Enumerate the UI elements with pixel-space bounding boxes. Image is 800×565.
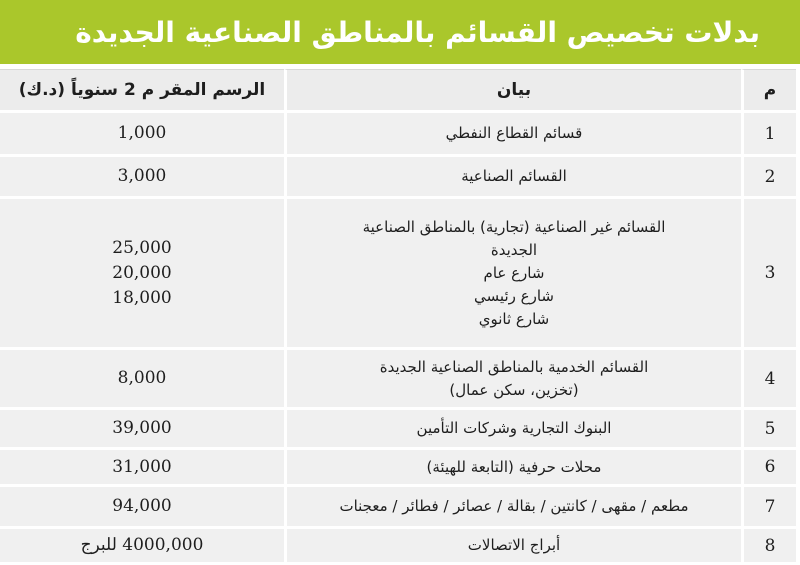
fee-value: 8,000: [117, 368, 167, 388]
table-row: [0, 450, 796, 487]
fee-value: 94,000: [112, 496, 172, 516]
table-row: [0, 350, 796, 410]
table-row: [0, 113, 796, 157]
row-num: 8: [741, 529, 796, 565]
row-num: 2: [741, 157, 796, 199]
description-line: الجديدة: [490, 240, 538, 259]
header-num: م: [741, 69, 796, 113]
fees-table: [0, 69, 796, 565]
header-description: بيان: [284, 69, 741, 113]
table-row: [0, 199, 796, 350]
description-line: شارع ثانوي: [478, 309, 550, 328]
row-num: 5: [741, 410, 796, 450]
row-fee: [0, 450, 284, 487]
row-fee: [0, 487, 284, 529]
table-row: [0, 529, 796, 565]
row-fee: [0, 113, 284, 157]
row-description: [284, 487, 741, 529]
row-num: 7: [741, 487, 796, 529]
table-header-row: [0, 69, 796, 113]
row-description: [284, 157, 741, 199]
description-line: البنوك التجارية وشركات التأمين: [416, 419, 612, 437]
row-description: [284, 410, 741, 450]
fee-value: 20,000: [112, 262, 172, 283]
description-line: القسائم الخدمية بالمناطق الصناعية الجديدة: [379, 357, 649, 376]
table-row: [0, 410, 796, 450]
row-num: 1: [741, 113, 796, 157]
page-title: بدلات تخصيص القسائم بالمناطق الصناعية الجديدة: [0, 0, 800, 64]
description-line: القسائم الصناعية: [461, 167, 567, 185]
fee-value: 3,000: [117, 166, 167, 186]
row-num: 6: [741, 450, 796, 487]
fee-value: 39,000: [112, 418, 172, 438]
fee-value: 25,000: [112, 237, 172, 258]
row-num: 3: [741, 199, 796, 350]
row-fee: [0, 199, 284, 350]
header-fee: الرسم المقر م 2 سنوياً (د.ك): [0, 69, 284, 113]
fee-value: 1,000: [117, 123, 167, 143]
row-description: [284, 113, 741, 157]
fee-value: 31,000: [112, 456, 172, 477]
description-line: قسائم القطاع النفطي: [445, 124, 583, 142]
description-line: محلات حرفية (التابعة للهيئة): [426, 457, 602, 476]
fee-value: 4000,000 للبرج: [80, 535, 204, 555]
description-line: شارع عام: [483, 263, 545, 282]
description-line: مطعم / مقهى / كانتين / بقالة / عصائر / فطائر / معجنات: [339, 497, 689, 515]
row-fee: [0, 157, 284, 199]
row-description: [284, 350, 741, 410]
row-description: [284, 529, 741, 565]
description-line: (تخزين، سكن عمال): [449, 380, 579, 399]
table-row: [0, 487, 796, 529]
row-description: [284, 450, 741, 487]
row-description: [284, 199, 741, 350]
description-line: شارع رئيسي: [474, 286, 554, 305]
fee-value: 18,000: [112, 287, 172, 308]
row-fee: [0, 350, 284, 410]
row-num: 4: [741, 350, 796, 410]
description-line: أبراج الاتصالات: [467, 536, 561, 554]
row-fee: [0, 410, 284, 450]
description-line: القسائم غير الصناعية (تجارية) بالمناطق الصناعية: [362, 217, 666, 236]
row-fee: [0, 529, 284, 565]
table-row: [0, 157, 796, 199]
